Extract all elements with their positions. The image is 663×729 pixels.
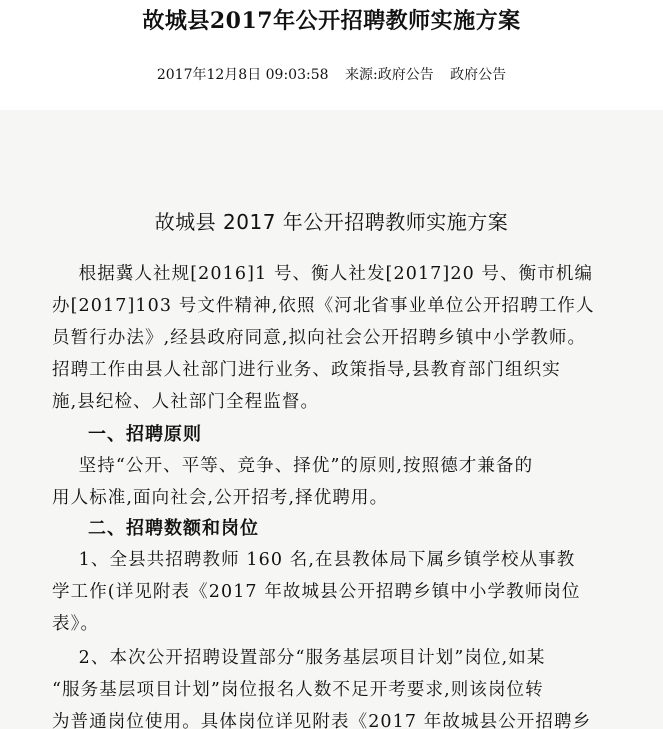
article-meta	[0, 64, 663, 84]
intro-line-2: 办[2017]103 号文件精神,依照《河北省事业单位公开招聘工作人	[52, 296, 595, 316]
intro-line-4: 招聘工作由县人社部门进行业务、政策指导,县教育部门组织实	[52, 360, 561, 380]
section-1-line-1: 坚持“公开、平等、竞争、择优”的原则,按照德才兼备的	[52, 456, 534, 476]
section-2-line-1: 1、全县共招聘教师 160 名,在县教体局下属乡镇学校从事教	[52, 550, 576, 570]
publish-date: 2017年12月8日 09:03:58	[156, 67, 329, 83]
section-2-title: 二、招聘数额和岗位	[88, 518, 259, 539]
intro-line-5: 施,县纪检、人社部门全程监督。	[52, 392, 320, 412]
section-2-line-6: 为普通岗位使用。具体岗位详见附表《2017 年故城县公开招聘乡	[52, 712, 592, 729]
section-2-line-3: 表》。	[52, 614, 100, 634]
section-1-title: 一、招聘原则	[88, 424, 202, 445]
section-2-line-4: 2、本次公开招聘设置部分“服务基层项目计划”岗位,如某	[52, 648, 546, 668]
section-2-line-2: 学工作(详见附表《2017 年故城县公开招聘乡镇中小学教师岗位	[52, 582, 581, 602]
intro-line-1: 根据冀人社规[2016]1 号、衡人社发[2017]20 号、衡市机编	[52, 264, 594, 284]
section-1-line-2: 用人标准,面向社会,公开招考,择优聘用。	[52, 488, 389, 508]
page-title: 故城县2017年公开招聘教师实施方案	[142, 8, 521, 34]
section-2-line-5: “服务基层项目计划”岗位报名人数不足开考要求,则该岗位转	[52, 680, 544, 700]
intro-line-3: 员暂行办法》,经县政府同意,拟向社会公开招聘乡镇中小学教师。	[52, 328, 587, 348]
source-label: 来源:政府公告	[344, 67, 434, 83]
document-heading: 故城县 2017 年公开招聘教师实施方案	[154, 210, 509, 234]
scanned-document	[0, 110, 663, 729]
category-label: 政府公告	[450, 67, 507, 83]
